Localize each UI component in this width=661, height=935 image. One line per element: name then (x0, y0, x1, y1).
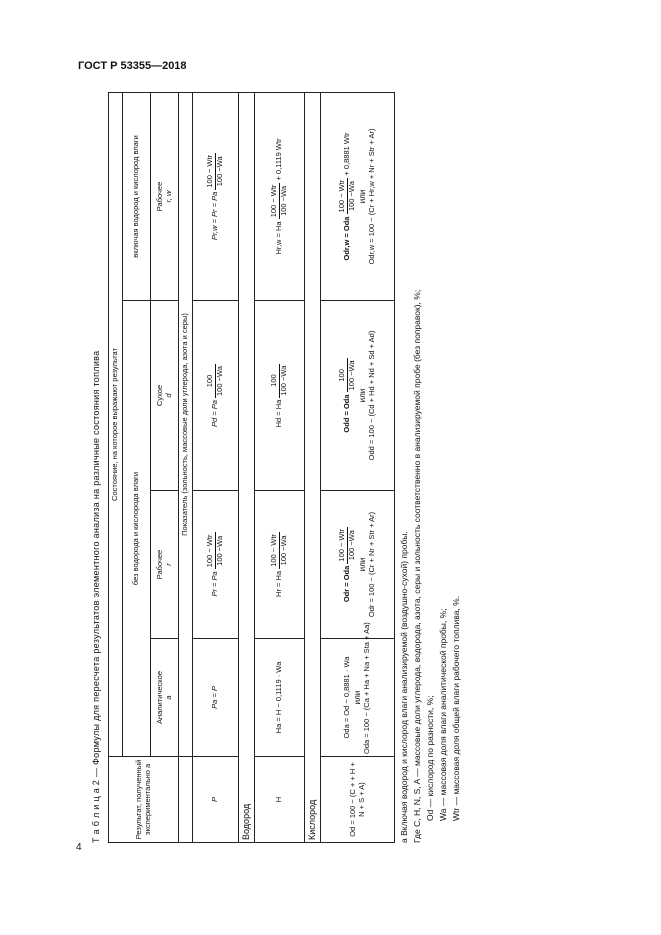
indicator-row: Показатель (зольность, массовые доли углерода, азота и серы) (179, 92, 193, 756)
table-caption: Т а б л и ц а 2 — Формулы для пересчета результатов элементного анализа на различные состояния топлива (91, 350, 101, 843)
footnote-a: а Включая водород и кислород влаги анализируемой (воздушно-сухой) пробы. (399, 531, 409, 843)
page-number: 4 (76, 842, 82, 853)
p-analytic-formula: Pa = P (193, 639, 239, 757)
column-group-with-moisture: включая водород и кислород влаги (123, 92, 151, 300)
o-dry-formula: Odd = Oda 100 100 −Wa или Odd = 100 − (Cd + Hd + Nd + Sd + Ad) (321, 301, 395, 491)
oxygen-section-label: Кислород (305, 92, 321, 842)
row-h-label: H (255, 757, 305, 843)
row-p-label: P (193, 757, 239, 843)
column-group-without-moisture: без водорода и кислорода влаги (123, 301, 151, 757)
hydrogen-section-label: Водород (239, 92, 255, 842)
document-header: ГОСТ Р 53355—2018 (78, 60, 187, 72)
table-notes (398, 93, 463, 843)
o-analytic-formula: Oda = Od − 0,8881 · Wa или Oda = 100 − (Ca + Ha + Na + Sta + Aa) (321, 639, 395, 757)
h-working-formula: Hr = Ha 100 − Wtr 100 −Wa (255, 491, 305, 639)
p-working-formula: Pr = Pa 100 − Wtr 100 −Wa (193, 491, 239, 639)
h-working-w-formula: Hr,w = Ha 100 − Wtr 100 −Wa + 0,1119 Wtr (255, 92, 305, 300)
note-symbols: Где C, H, N, S, A — массовые доли углерода, водорода, азота, серы и зольность соответственно в анализируемой пробе (без поправок), %; (412, 289, 422, 843)
h-analytic-formula: Ha = H − 0,1119 · Wa (255, 639, 305, 757)
o-working-formula: Odr = Oda 100 − Wtr 100 −Wa или Odr = 100 − (Cr + Nr + Str + Ar) (321, 491, 395, 639)
p-dry-formula: Pd = Pa 100 100 −Wa (193, 301, 239, 491)
h-dry-formula: Hd = Ha 100 100 −Wa (255, 301, 305, 491)
note-wa: Wa — массовая доля влаги аналитической пробы, %; (438, 608, 448, 821)
p-working-w-formula: Pr,w = Pr = Pa 100 − Wtr 100 −Wa (193, 92, 239, 300)
note-oxygen: Od — кислород по разности, %; (425, 695, 435, 821)
note-wtr: Wtr — массовая доля общей влаги рабочего топлива, %. (451, 595, 461, 821)
column-header-working-w: Рабочее r, w (151, 92, 179, 300)
conversion-formulas-table (108, 92, 395, 843)
row-o-label: Od = 100 − (C + + H + N + S + A) (321, 757, 395, 843)
column-header-result: Результат, полученный экспериментально а (109, 757, 179, 843)
column-header-dry: Сухое d (151, 301, 179, 491)
o-working-w-formula: Odr,w = Oda 100 − Wtr 100 −Wa + 0,8881 Wtr или Odr,w = 100 − (Cr + Hr,w + Nr + Str + Ar) (321, 92, 395, 300)
column-header-analytic: Аналитическое a (151, 639, 179, 757)
column-header-working: Рабочее r (151, 491, 179, 639)
rotated-table-block (90, 93, 461, 843)
column-header-state-group: Состояние, на которое выражают результат (109, 92, 123, 756)
